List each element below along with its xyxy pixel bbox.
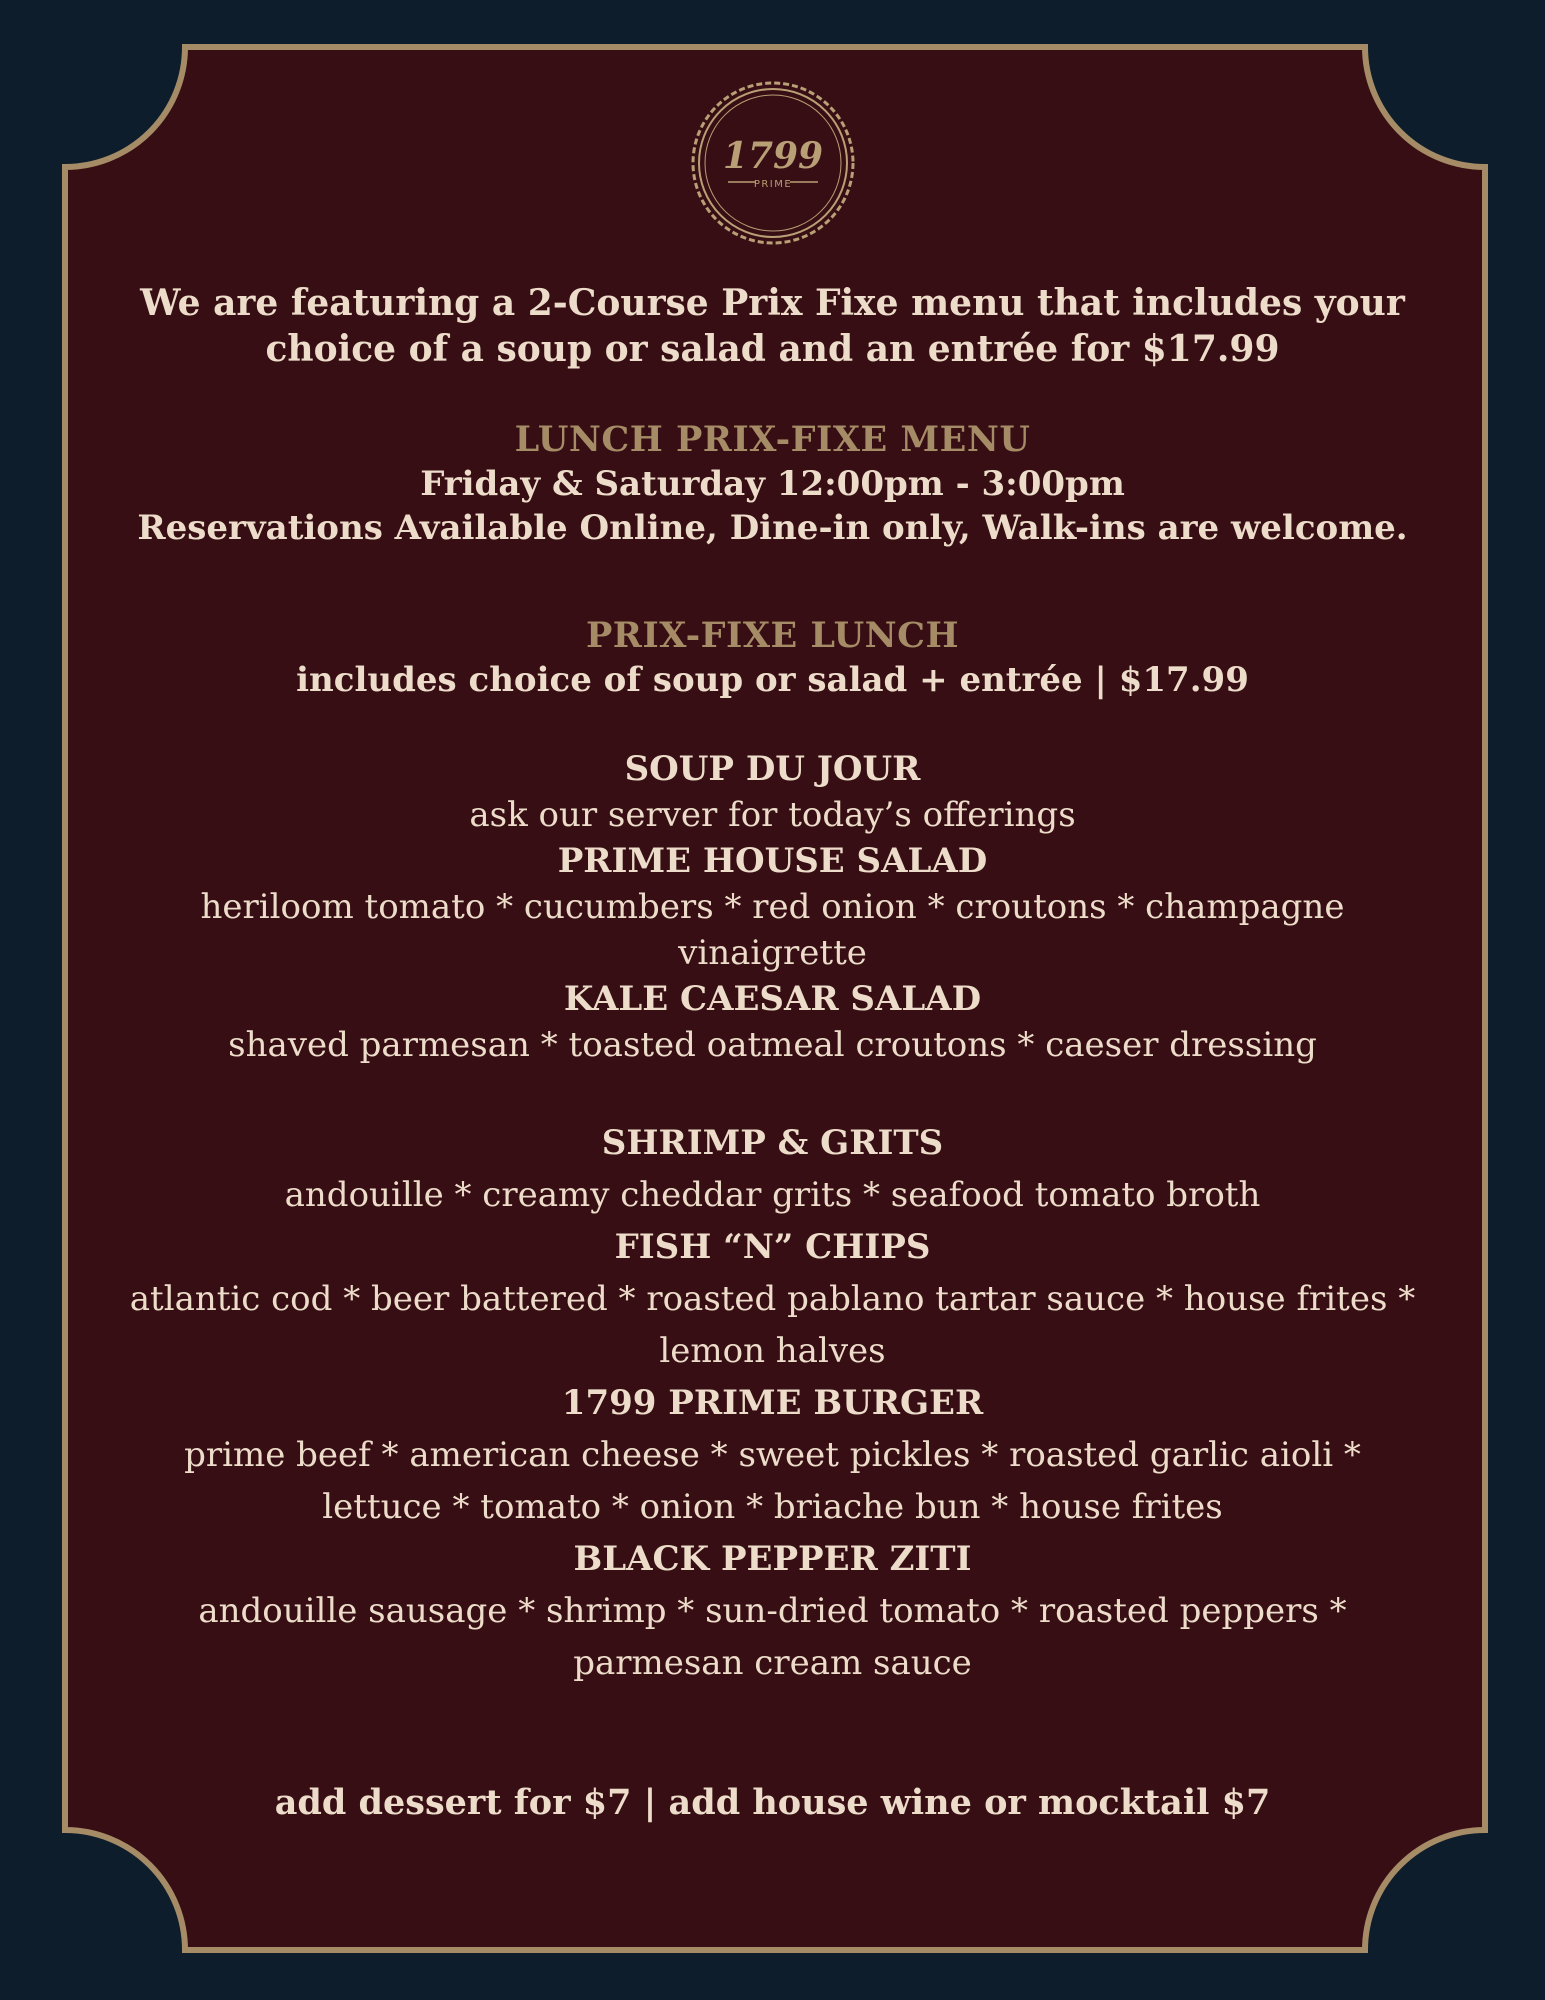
menu-item-name: BLACK PEPPER ZITI bbox=[573, 1539, 972, 1579]
menu-item-desc: andouille * creamy cheddar grits * seafood tomato broth bbox=[284, 1175, 1261, 1215]
menu-item-name: KALE CAESAR SALAD bbox=[563, 979, 982, 1019]
prix-fixe-subtitle: includes choice of soup or salad + entrée | $17.99 bbox=[296, 660, 1249, 700]
menu-item bbox=[80, 1221, 1465, 1377]
logo-number: 1799 bbox=[722, 135, 824, 177]
menu-item bbox=[80, 1117, 1465, 1221]
addons-note: add dessert for $7 | add house wine or mocktail $7 bbox=[274, 1782, 1271, 1823]
menu-item bbox=[80, 838, 1465, 976]
intro-line-1: We are featuring a 2-Course Prix Fixe menu that includes your bbox=[140, 282, 1405, 324]
menu-item-desc: prime beef * american cheese * sweet pickles * roasted garlic aioli * lettuce * tomato * onion * briache bun * house frites bbox=[184, 1435, 1361, 1527]
menu-item-desc: heriloom tomato * cucumbers * red onion * croutons * champagne vinaigrette bbox=[200, 887, 1345, 973]
lunch-menu-info bbox=[80, 418, 1465, 550]
lunch-menu-title: LUNCH PRIX-FIXE MENU bbox=[514, 419, 1031, 460]
menu-item-desc: andouille sausage * shrimp * sun-dried tomato * roasted peppers * parmesan cream sauce bbox=[198, 1591, 1347, 1683]
menu-item-name: FISH “N” CHIPS bbox=[614, 1227, 931, 1267]
lunch-hours: Friday & Saturday 12:00pm - 3:00pm bbox=[420, 464, 1125, 504]
menu-item bbox=[80, 746, 1465, 838]
menu-item-name: SOUP DU JOUR bbox=[624, 749, 921, 789]
logo-seal bbox=[690, 80, 856, 246]
menu-content bbox=[80, 0, 1465, 2000]
menu-item bbox=[80, 1377, 1465, 1533]
reservations-note: Reservations Available Online, Dine-in only, Walk-ins are welcome. bbox=[137, 508, 1408, 548]
menu-item-name: 1799 PRIME BURGER bbox=[561, 1383, 984, 1423]
logo-word: PRIME bbox=[753, 179, 793, 190]
intro-line-2: choice of a soup or salad and an entrée for $17.99 bbox=[265, 328, 1280, 370]
menu-item-name: SHRIMP & GRITS bbox=[601, 1123, 944, 1163]
menu-item-desc: atlantic cod * beer battered * roasted pablano tartar sauce * house frites * lemon halves bbox=[129, 1279, 1416, 1371]
menu-item bbox=[80, 1533, 1465, 1689]
menu-item bbox=[80, 976, 1465, 1068]
menu-item-desc: ask our server for today’s offerings bbox=[469, 795, 1076, 835]
prix-fixe-header bbox=[80, 614, 1465, 702]
intro-text bbox=[80, 280, 1465, 372]
entree-list bbox=[80, 1117, 1465, 1689]
first-course-list bbox=[80, 746, 1465, 1068]
prix-fixe-title: PRIX-FIXE LUNCH bbox=[585, 615, 960, 656]
menu-item-name: PRIME HOUSE SALAD bbox=[557, 841, 988, 881]
menu-item-desc: shaved parmesan * toasted oatmeal croutons * caeser dressing bbox=[228, 1025, 1317, 1065]
